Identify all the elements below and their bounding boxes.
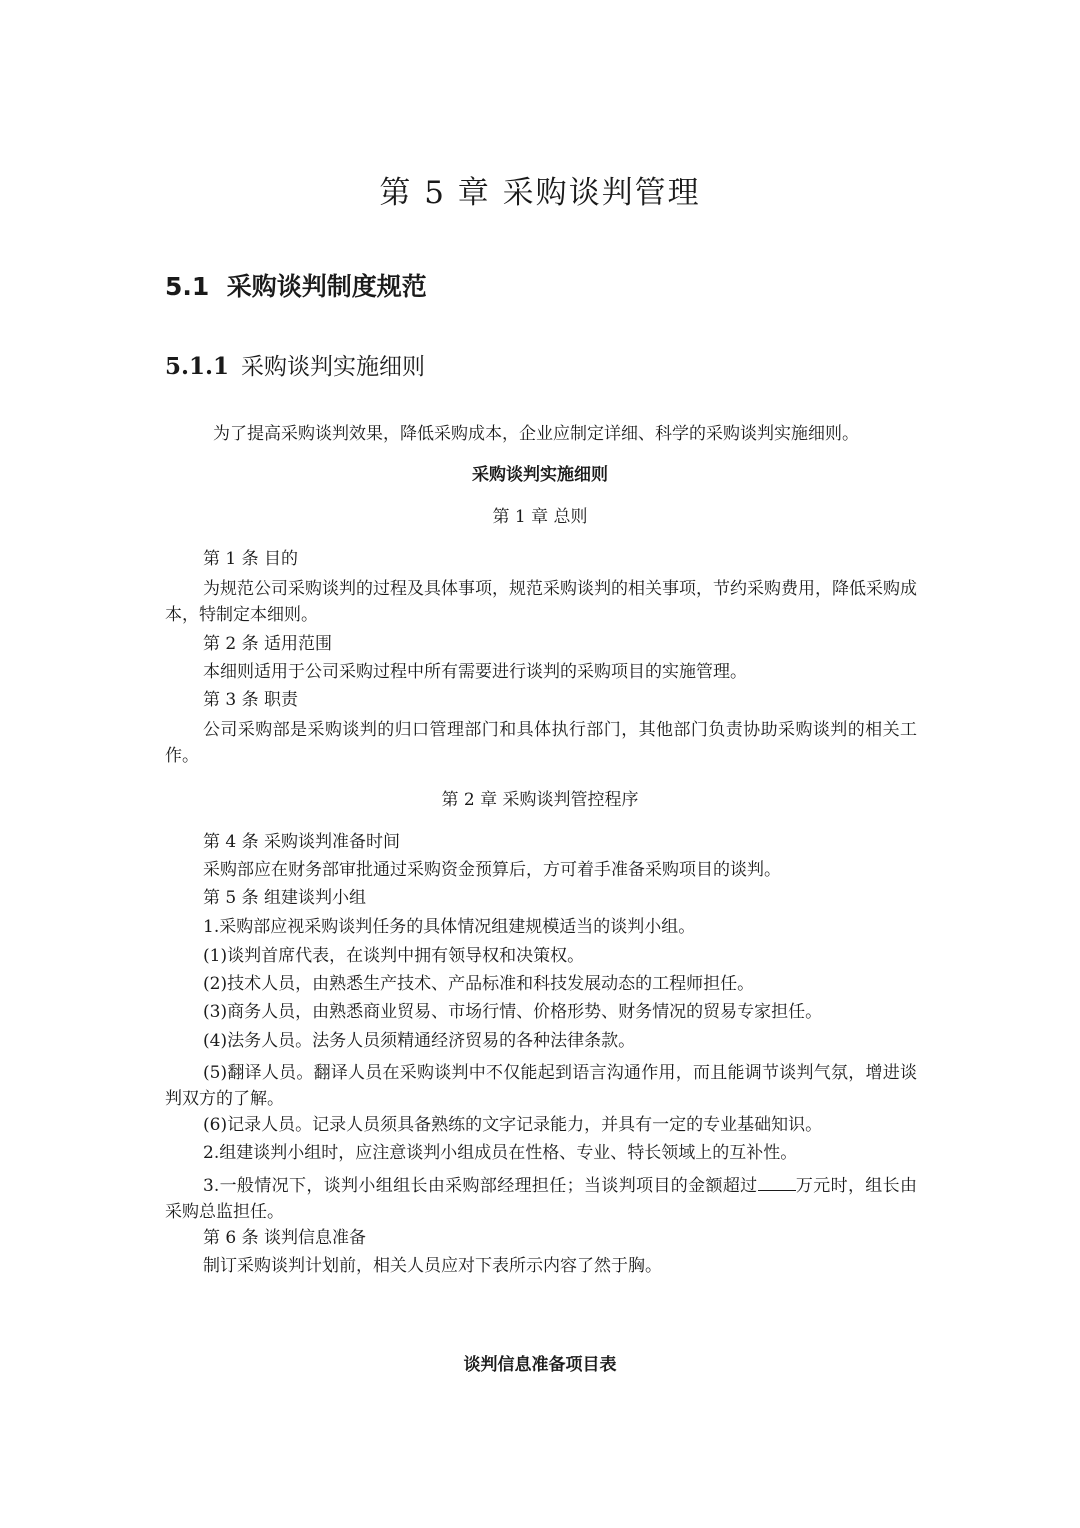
article-5-sub-4: (4)法务人员。法务人员须精通经济贸易的各种法律条款。 (203, 1031, 636, 1051)
article-6-title: 第 6 条 谈判信息准备 (203, 1228, 367, 1248)
article-5-title: 第 5 条 组建谈判小组 (203, 888, 367, 908)
document-title: 采购谈判实施细则 (472, 465, 608, 485)
section-number: 5.1 (165, 272, 210, 301)
section-text: 采购谈判制度规范 (226, 272, 427, 301)
article-2-text: 本细则适用于公司采购过程中所有需要进行谈判的采购项目的实施管理。 (203, 662, 747, 682)
subsection-number: 5.1.1 (165, 353, 230, 380)
article-6-text: 制订采购谈判计划前，相关人员应对下表所示内容了然于胸。 (203, 1256, 662, 1276)
section-title (165, 265, 427, 309)
chapter-title: 第 5 章 采购谈判管理 (379, 175, 701, 211)
article-5-item-3-part-b: 万元时，组长由采购总监担任。 (165, 1176, 918, 1222)
article-5-sub-1: (1)谈判首席代表，在谈判中拥有领导权和决策权。 (203, 946, 585, 966)
intro-paragraph: 为了提高采购谈判效果，降低采购成本，企业应制定详细、科学的采购谈判实施细则。 (213, 424, 859, 444)
chapter-1-heading: 第 1 章 总则 (492, 507, 588, 527)
article-4-title: 第 4 条 采购谈判准备时间 (203, 832, 401, 852)
article-1-text: 为规范公司采购谈判的过程及具体事项，规范采购谈判的相关事项，节约采购费用，降低采购成本，特制定本细则。 (165, 579, 917, 625)
article-5-sub-2: (2)技术人员，由熟悉生产技术、产品标准和科技发展动态的工程师担任。 (203, 974, 755, 994)
article-1-title: 第 1 条 目的 (203, 549, 299, 569)
article-5-sub-6: (6)记录人员。记录人员须具备熟练的文字记录能力，并具有一定的专业基础知识。 (203, 1115, 823, 1135)
article-3-text: 公司采购部是采购谈判的归口管理部门和具体执行部门，其他部门负责协助采购谈判的相关工作。 (165, 720, 917, 766)
article-5-sub-3: (3)商务人员，由熟悉商业贸易、市场行情、价格形势、财务情况的贸易专家担任。 (203, 1002, 823, 1022)
article-5-sub-5: (5)翻译人员。翻译人员在采购谈判中不仅能起到语言沟通作用，而且能调节谈判气氛，增进谈判双方的了解。 (165, 1063, 917, 1109)
article-5-item-1: 1.采购部应视采购谈判任务的具体情况组建规模适当的谈判小组。 (203, 917, 696, 937)
article-5-item-3 (165, 1173, 917, 1225)
amount-blank (758, 1174, 796, 1191)
subsection-title (165, 346, 425, 388)
article-5-item-2: 2.组建谈判小组时，应注意谈判小组成员在性格、专业、特长领域上的互补性。 (203, 1143, 798, 1163)
article-4-text: 采购部应在财务部审批通过采购资金预算后，方可着手准备采购项目的谈判。 (203, 860, 781, 880)
article-5-item-3-part-a: 3.一般情况下，谈判小组组长由采购部经理担任；当谈判项目的金额超过 (203, 1176, 758, 1196)
article-3-title: 第 3 条 职责 (203, 690, 299, 710)
table-title: 谈判信息准备项目表 (463, 1355, 617, 1375)
article-2-title: 第 2 条 适用范围 (203, 634, 333, 654)
subsection-text: 采购谈判实施细则 (241, 354, 426, 380)
chapter-2-heading: 第 2 章 采购谈判管控程序 (441, 790, 639, 810)
